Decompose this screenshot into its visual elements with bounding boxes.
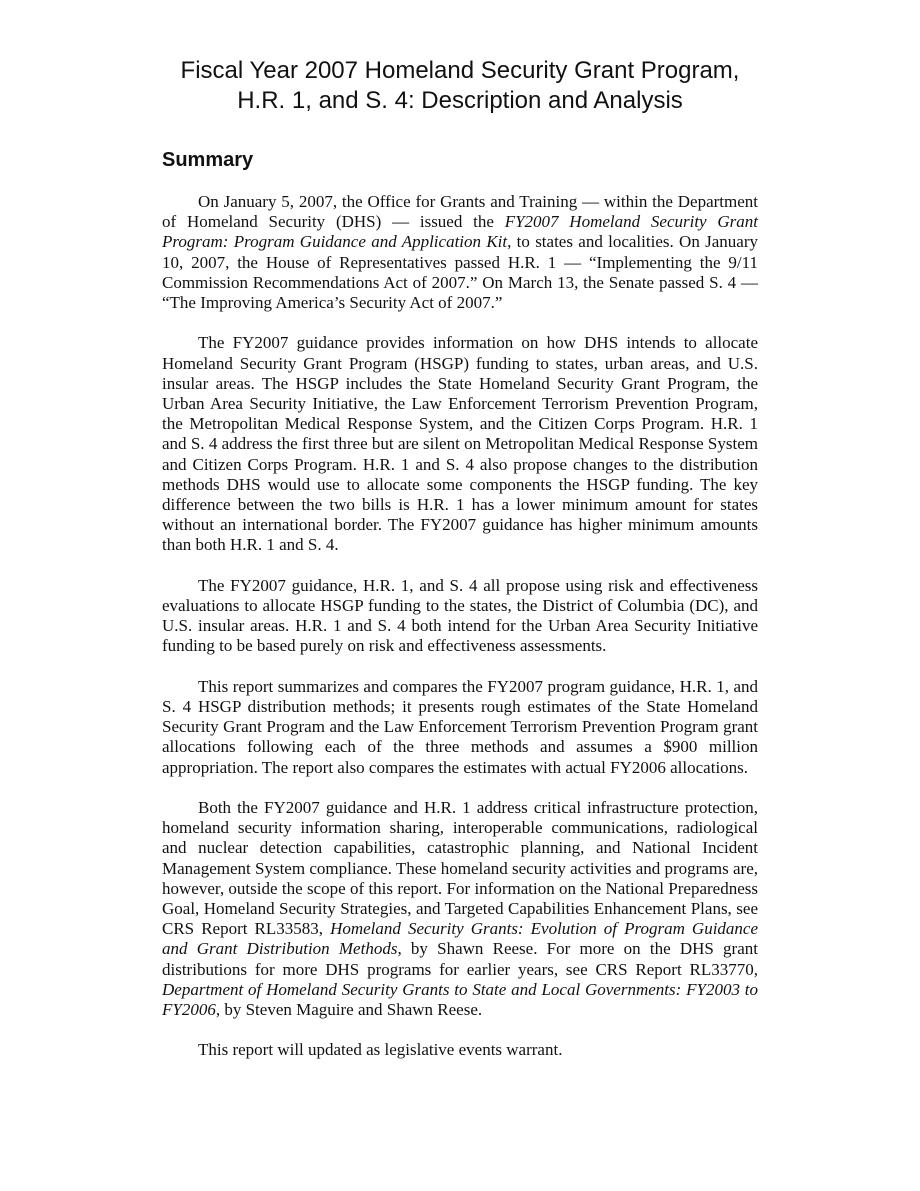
report-title-line-2: H.R. 1, and S. 4: Description and Analysis xyxy=(237,87,683,114)
paragraph-text: , by Steven Maguire and Shawn Reese. xyxy=(215,1000,483,1020)
summary-paragraph-5 xyxy=(162,798,758,1020)
summary-paragraph-4: This report summarizes and compares the FY2007 program guidance, H.R. 1, and S. 4 HSGP distribution methods; it presents rough estimates of the State Homeland Security Grant Program and the Law Enforcement Terrorism Prevention Program grant allocations following each of the three methods and assumes a $900 million appropriation. The report also compares the estimates with actual FY2006 allocations. xyxy=(162,676,758,777)
report-title-line-1: Fiscal Year 2007 Homeland Security Grant Program, xyxy=(180,57,740,84)
summary-paragraph-2: The FY2007 guidance provides information on how DHS intends to allocate Homeland Security Grant Program (HSGP) funding to states, urban areas, and U.S. insular areas. The HSGP includes the State Homeland Security Grant Program, the Urban Area Security Initiative, the Law Enforcement Terrorism Prevention Program, the Metropolitan Medical Response System, and the Citizen Corps Program. H.R. 1 and S. 4 address the first three but are silent on Metropolitan Medical Response System and Citizen Corps Program. H.R. 1 and S. 4 also propose changes to the distribution methods DHS would use to allocate some components the HSGP funding. The key difference between the two bills is H.R. 1 has a lower minimum amount for states without an international border. The FY2007 guidance has higher minimum amounts than both H.R. 1 and S. 4. xyxy=(162,333,758,555)
report-title xyxy=(100,56,820,116)
paragraph-text: , by Shawn Reese. For more on the DHS grant distributions for more DHS programs for earlier years, see CRS Report RL33770, xyxy=(162,939,758,979)
report-citation-title: Department of Homeland Security Grants to State and Local Governments: FY2003 to FY2006 xyxy=(162,979,758,1020)
paragraph-text: Both the FY2007 guidance and H.R. 1 address critical infrastructure protection, homeland security information sharing, interoperable communications, radiological and nuclear detection capabilities, catastrophic planning, and National Incident Management System compliance. These homeland security activities and programs are, however, outside the scope of this report. For information on the National Preparedness Goal, Homeland Security Strategies, and Targeted Capabilities Enhancement Plans, see CRS Report RL33583, xyxy=(162,798,758,939)
report-citation-title: Homeland Security Grants: Evolution of Program Guidance and Grant Distribution Methods xyxy=(162,919,759,959)
publication-title: FY2007 Homeland Security Grant Program: Program Guidance and Application Kit xyxy=(162,212,758,252)
summary-heading: Summary xyxy=(162,149,254,171)
summary-paragraph-6: This report will updated as legislative events warrant. xyxy=(198,1040,563,1060)
summary-paragraph-1 xyxy=(162,192,758,313)
paragraph-text: On January 5, 2007, the Office for Grants and Training — within the Department of Homeland Security (DHS) — issued the xyxy=(162,192,758,232)
paragraph-text: , to states and localities. On January 10, 2007, the House of Representatives passed H.R. 1 — “Implementing the 9/11 Commission Recommendations Act of 2007.” On March 13, the Senate passed S. 4 — “The Improving America’s Security Act of 2007.” xyxy=(162,232,758,313)
summary-paragraph-3: The FY2007 guidance, H.R. 1, and S. 4 all propose using risk and effectiveness evaluations to allocate HSGP funding to the states, the District of Columbia (DC), and U.S. insular areas. H.R. 1 and S. 4 both intend for the Urban Area Security Initiative funding to be based purely on risk and effectiveness assessments. xyxy=(162,575,758,656)
summary-body xyxy=(162,192,758,1061)
